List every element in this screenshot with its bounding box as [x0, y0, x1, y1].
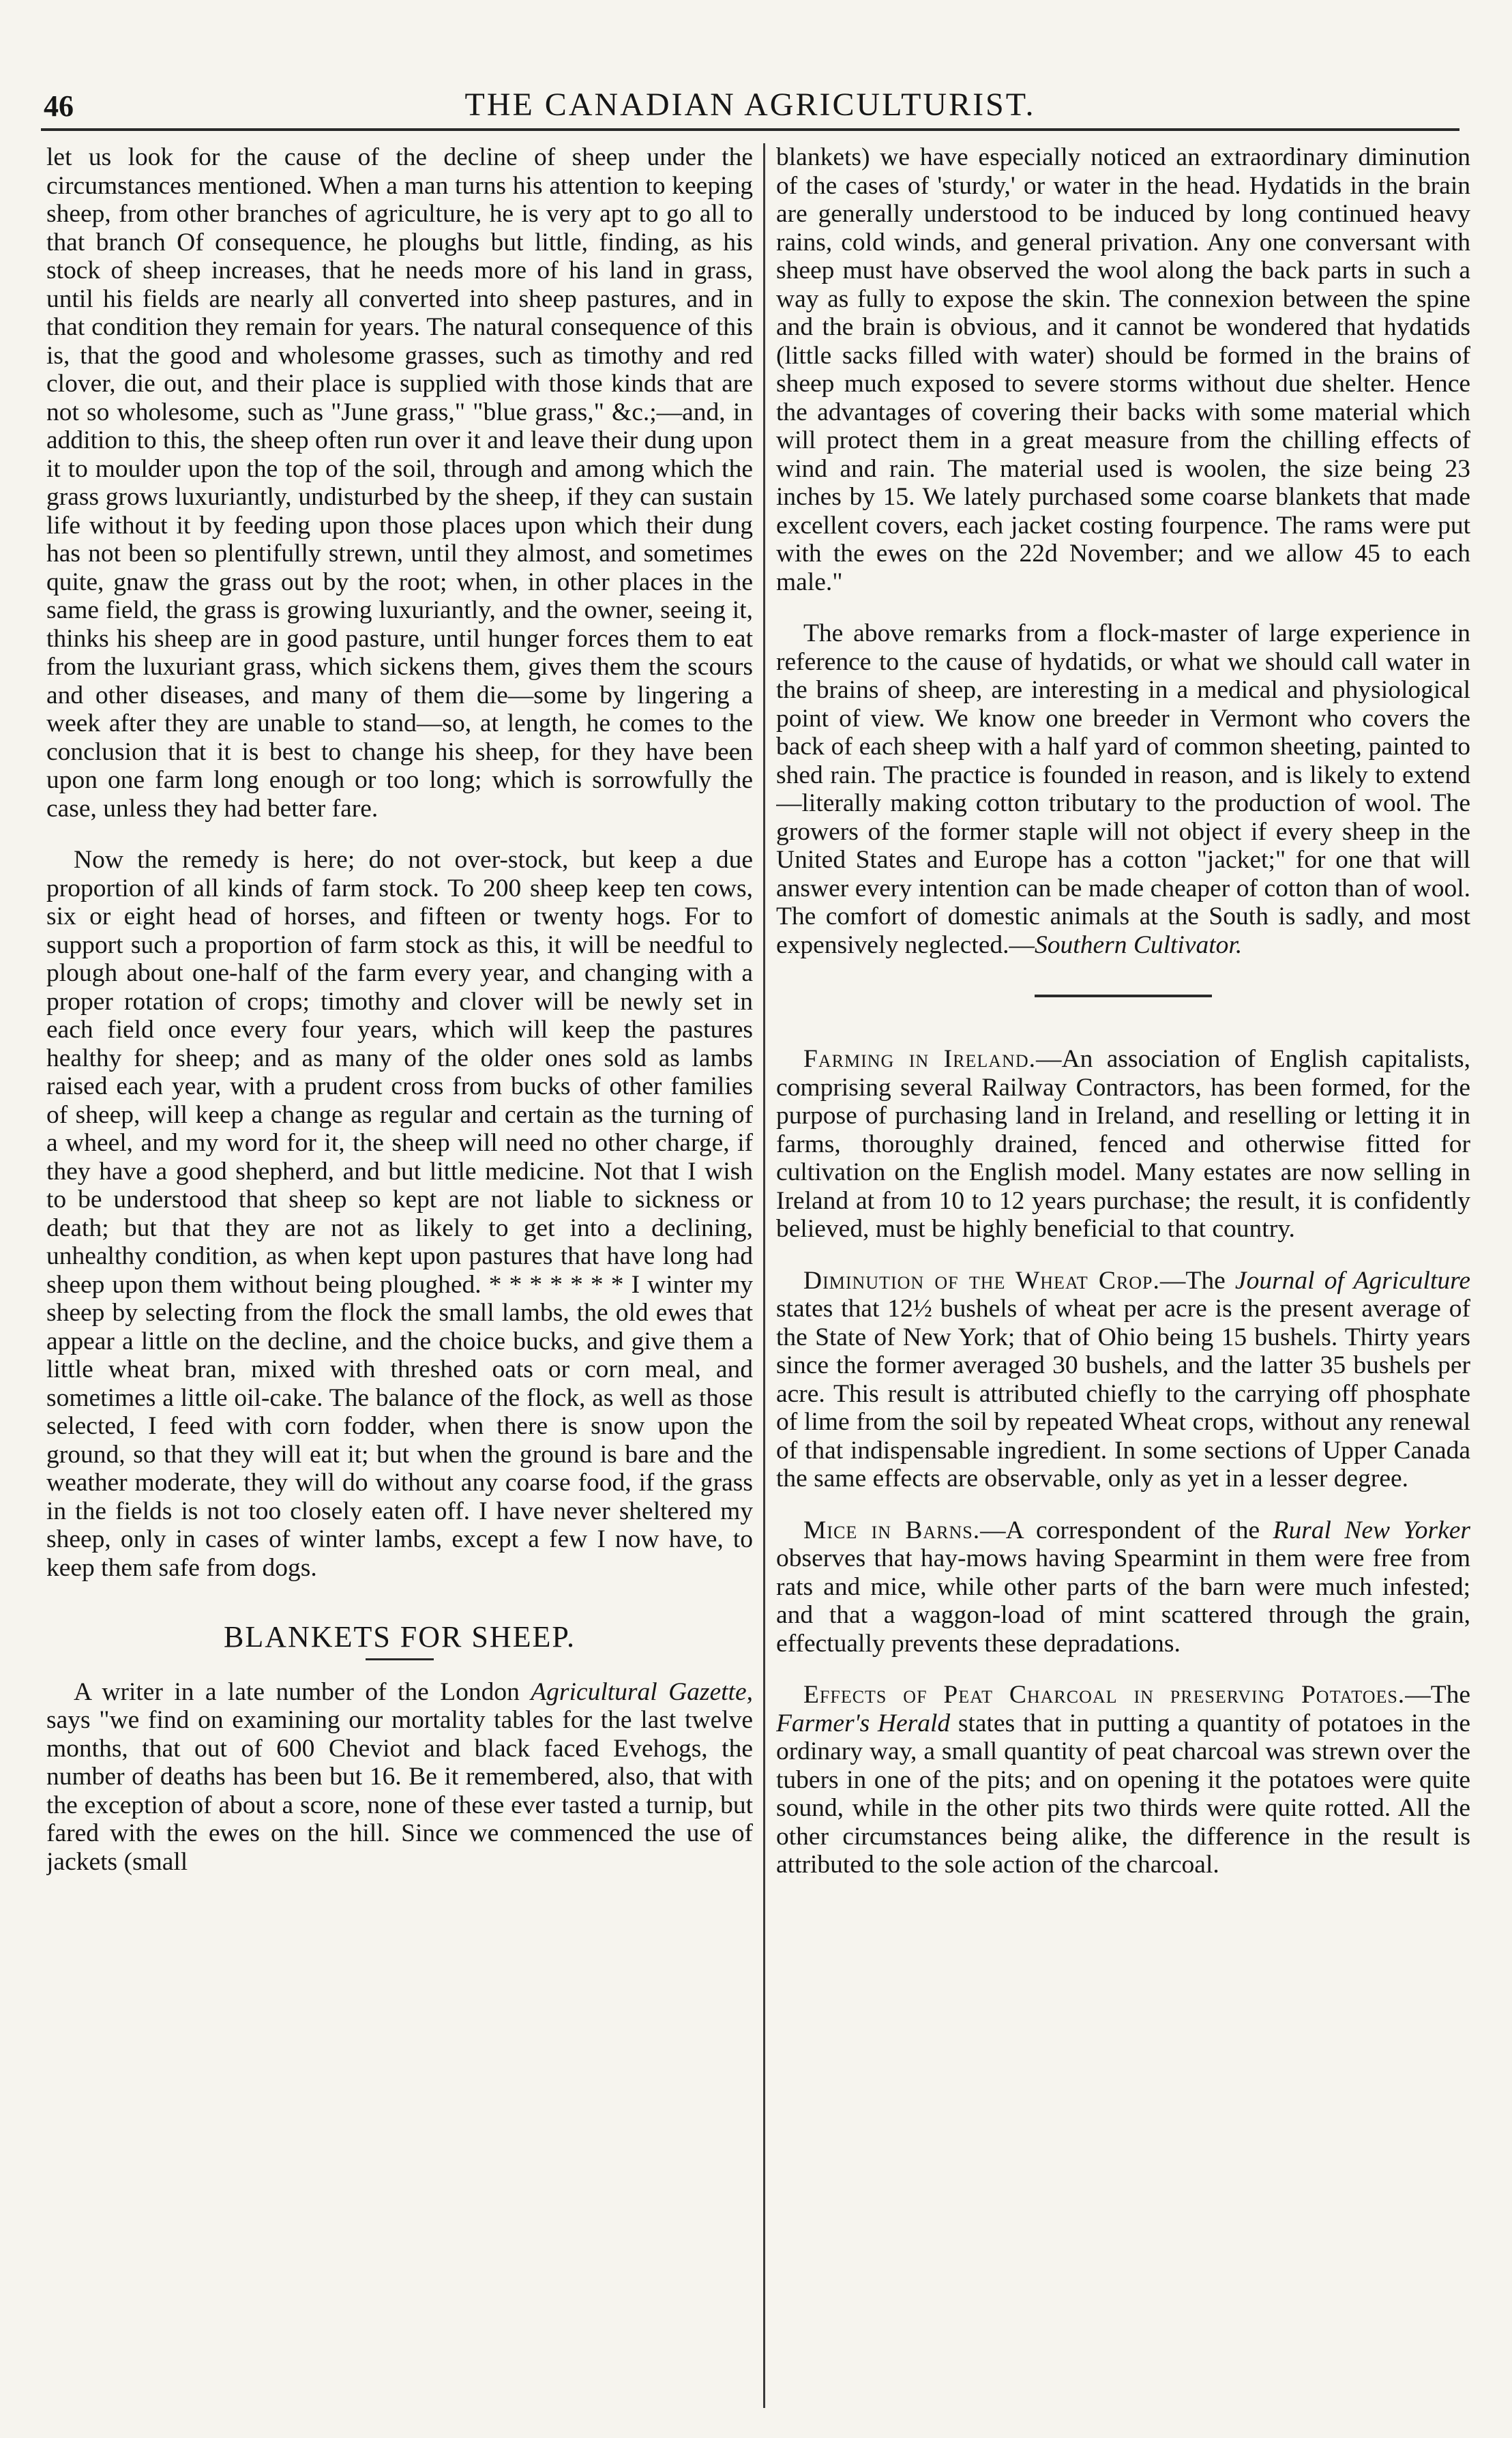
mice-in-barns-text: observes that hay-mows having Spearmint in them were free from rats and mice, while other parts of the barn were much infested; and that a waggon-load of mint scattered through the grain, effectually prevents these depradations. — [776, 1544, 1470, 1658]
wheat-crop-item — [776, 1267, 1470, 1493]
farmers-herald-citation: Farmer's Herald — [776, 1709, 951, 1737]
farming-in-ireland-heading: Farming in Ireland. — [803, 1045, 1036, 1073]
agricultural-gazette-citation: Agricultural Gazette, — [531, 1677, 753, 1706]
hydatids-remarks-paragraph — [776, 619, 1470, 959]
wheat-crop-heading: Diminution of the Wheat Crop. — [803, 1266, 1160, 1295]
wheat-crop-pre: —The — [1159, 1266, 1235, 1295]
left-column — [46, 143, 753, 2415]
mice-in-barns-item — [776, 1516, 1470, 1658]
running-title: THE CANADIAN AGRICULTURIST. — [464, 87, 1036, 123]
blankets-for-sheep-heading: BLANKETS FOR SHEEP. — [224, 1620, 576, 1654]
right-column — [776, 143, 1470, 2415]
blankets-text-start: A writer in a late number of the London — [74, 1677, 531, 1706]
mice-in-barns-heading: Mice in Barns. — [803, 1516, 981, 1544]
blankets-text-rest: says "we find on examining our mortality tables for the last twelve months, that out of 600 Cheviot and black faced Evehogs, the number of deaths has been but 16. Be it remembered, also, that with the exception of about a score, none of these ever tasted a turnip, but fared with the ewes on the hill. Since we commenced the use of jackets (small — [46, 1706, 753, 1876]
farming-in-ireland-item — [776, 1045, 1470, 1244]
peat-charcoal-heading: Effects of Peat Charcoal in preserving Potatoes. — [803, 1681, 1406, 1709]
wheat-crop-text: states that 12½ bushels of wheat per acre is the present average of the State of New York; that of Ohio being 15 bushels. Thirty years since the former averaged 30 bushels, and the latter 35 bushels per acre. This result is attributed chiefly to the carrying off phosphate of lime from the soil by repeated Wheat crops, without any renewal of that indispensable ingredient. In some sections of Upper Canada the same effects are observable, only as yet in a lesser degree. — [776, 1295, 1470, 1493]
blankets-paragraph — [46, 1678, 753, 1877]
page-number: 46 — [44, 89, 74, 123]
rural-new-yorker-citation: Rural New Yorker — [1273, 1516, 1470, 1544]
sheep-remedy-paragraph: Now the remedy is here; do not over-stock, but keep a due proportion of all kinds of farm stock. To 200 sheep keep ten cows, six or eight head of horses, and fifteen or twenty hogs. For to support such a proportion of farm stock as this, it will be needful to plough about one-half of the farm every year, and changing with a proper rotation of crops; timothy and clover will be newly set in each field once every four years, which will keep the pastures healthy for sheep; and as many of the older ones sold as lambs raised each year, with a prudent cross from bucks of other families of sheep, will keep a change as regular and certain as the turning of a wheel, and my word for it, the sheep will need no other charge, if they have a good shepherd, and but little medicine. Not that I wish to be understood that sheep so kept are not liable to sickness or death; but that they are not as likely to get into a declining, unhealthy condition, as when kept upon pastures that have long had sheep upon them without being ploughed. * * * * * * * I winter my sheep by selecting from the flock the small lambs, the old ewes that appear a little on the decline, and the choice bucks, and give them a little wheat bran, mixed with threshed oats or corn meal, and sometimes a little oil-cake. The balance of the flock, as well as those selected, I feed with corn fodder, when there is snow upon the ground, so that they will eat it; but when the ground is bare and the weather moderate, they will do without any coarse food, if the grass in the fields is not too closely eaten off. I have never sheltered my sheep, only in cases of winter lambs, except a few I now have, to keep them safe from dogs. — [46, 846, 753, 1582]
heading-rule — [366, 1658, 434, 1660]
hydatids-remarks-text: The above remarks from a flock-master of large experience in reference to the cause of hydatids, or what we should call water in the brains of sheep, are interesting in a medical and physiological point of view. We know one breeder in Vermont who covers the back of each sheep with a half yard of common sheeting, painted to shed rain. The practice is founded in reason, and is likely to extend—literally making cotton tributary to the production of wool. The growers of the former staple will not object if every sheep in the United States and Europe has a cotton "jacket;" for one that will answer every intention can be made cheaper of cotton than of wool. The comfort of domestic animals at the South is sadly, and most expensively neglected.— — [776, 619, 1470, 959]
column-divider — [763, 143, 765, 2408]
page-header — [41, 74, 1459, 131]
peat-charcoal-item — [776, 1681, 1470, 1879]
peat-charcoal-pre: —The — [1405, 1681, 1470, 1709]
southern-cultivator-citation: Southern Cultivator. — [1035, 930, 1243, 959]
mice-in-barns-pre: —A correspondent of the — [980, 1516, 1273, 1544]
farming-in-ireland-text: —An association of English capitalists, comprising several Railway Contractors, has been formed, for the purpose of purchasing land in Ireland, and reselling or letting it in farms, thoroughly drained, fenced and otherwise fitted for cultivation on the English model. Many estates are now selling in Ireland at from 10 to 12 years purchase; the result, it is confidently believed, must be highly beneficial to that country. — [776, 1045, 1470, 1243]
peat-charcoal-text: states that in putting a quantity of potatoes in the ordinary way, a small quantity of peat charcoal was strewn over the tubers in one of the pits; and on opening it the potatoes were quite sound, while in the other pits two thirds were quite rotted. All the other circumstances being alike, the difference in the result is attributed to the sole action of the charcoal. — [776, 1709, 1470, 1879]
blankets-continued-paragraph: blankets) we have especially noticed an extraordinary diminution of the cases of 'sturdy,' or water in the head. Hydatids in the brain are generally understood to be induced by long continued heavy rains, cold winds, and general privation. Any one conversant with sheep must have observed the wool along the back parts in such a way as fully to expose the skin. The connexion between the spine and the brain is obvious, and it cannot be wondered that hydatids (little sacks filled with water) should be formed in the brains of sheep much exposed to severe storms without due shelter. Hence the advantages of covering their backs with some material which will protect them in a great measure from the chilling effects of wind and rain. The material used is woolen, the size being 23 inches by 15. We lately purchased some coarse blankets that made excellent covers, each jacket costing fourpence. The rams were put with the ewes on the 22d November; and we allow 45 to each male." — [776, 143, 1470, 596]
journal-of-agriculture-citation: Journal of Agriculture — [1234, 1266, 1470, 1295]
sheep-decline-paragraph: let us look for the cause of the decline of sheep under the circumstances mentioned. When a man turns his attention to keeping sheep, from other branches of agriculture, he is very apt to go all to that branch Of consequence, he ploughs but little, finding, as his stock of sheep increases, that he needs more of his land in grass, until his fields are nearly all converted into sheep pastures, and in that condition they remain for years. The natural consequence of this is, that the good and wholesome grasses, such as timothy and red clover, die out, and their place is supplied with those kinds that are not so wholesome, such as "June grass," "blue grass," &c.;—and, in addition to this, the sheep often run over it and leave their dung upon it to moulder upon the top of the soil, through and among which the grass grows luxuriantly, undisturbed by the sheep, if they can sustain life without it by feeding upon those places upon which their dung has not been so plentifully strewn, until they almost, and sometimes quite, gnaw the grass out by the root; when, in other places in the same field, the grass is growing luxuriantly, and the owner, seeing it, thinks his sheep are in good pasture, until hunger forces them to eat from the luxuriant grass, which sickens them, gives them the scours and other diseases, and many of them die—some by lingering a week after they are unable to stand—so, at length, he comes to the conclusion that it is best to change his sheep, for they have been upon one farm long enough or too long; which is sorrowfully the case, unless they had better fare. — [46, 143, 753, 823]
section-rule — [1035, 995, 1212, 997]
